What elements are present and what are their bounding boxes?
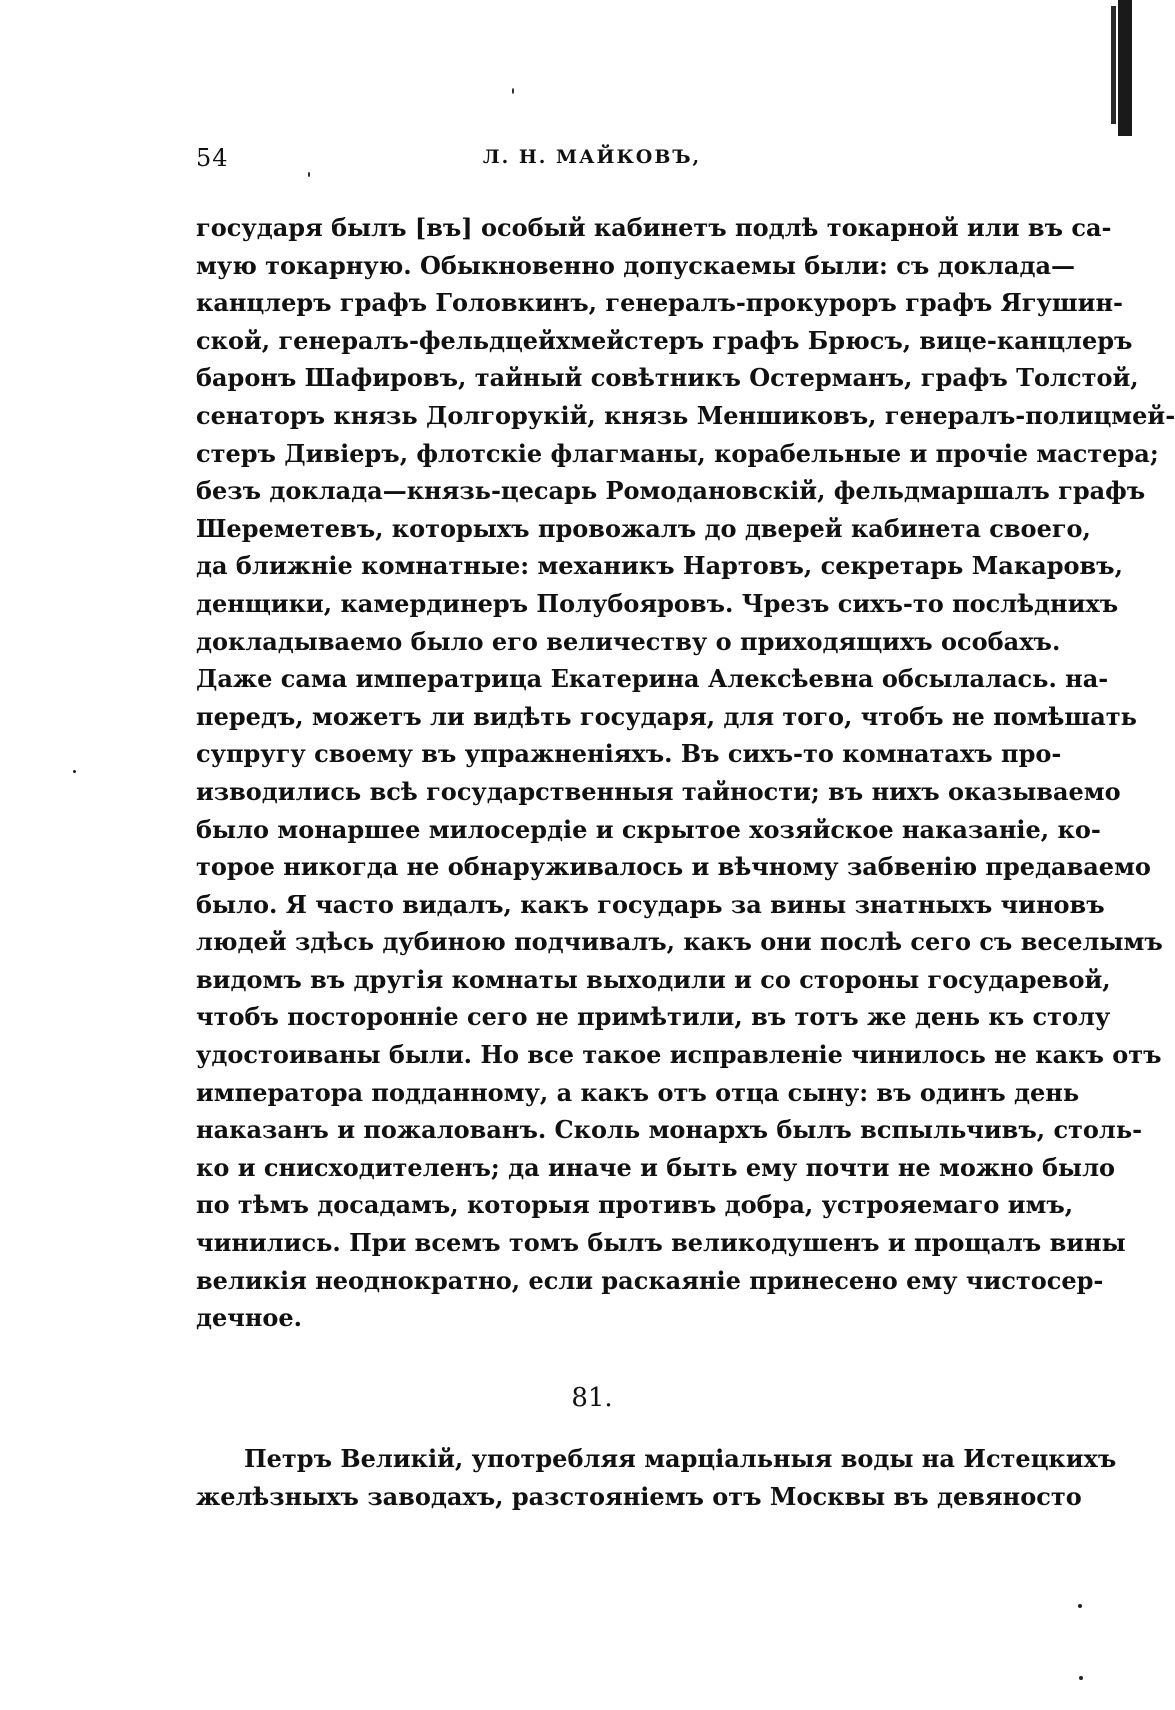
text-line: Шереметевъ, которыхъ провожалъ до дверей кабинета своего,	[196, 513, 1091, 543]
running-head: Л. Н. МАЙКОВЪ,	[482, 146, 702, 168]
scan-speck	[73, 770, 76, 773]
scan-speck	[1079, 1676, 1083, 1680]
scan-speck	[1078, 1604, 1082, 1608]
text-line: Даже сама императрица Екатерина Алексѣевна обсылалась. на-	[196, 664, 1109, 694]
text-line: да ближніе комнатные: механикъ Нартовъ, секретарь Макаровъ,	[196, 551, 1123, 581]
text-line: наказанъ и пожалованъ. Сколь монархъ былъ вспыльчивъ, столь-	[196, 1115, 1143, 1145]
paragraph-main	[196, 209, 1175, 1337]
text-line: удостоиваны были. Но все такое исправленіе чинилось не какъ отъ	[196, 1040, 1162, 1070]
page-header	[196, 144, 988, 184]
text-line: чинились. При всемъ томъ былъ великодушенъ и прощалъ вины	[196, 1228, 1126, 1258]
section-number: 81.	[571, 1383, 613, 1413]
text-line: дечное.	[196, 1303, 303, 1333]
text-line: государя былъ [въ] особый кабинетъ подлѣ токарной или въ са-	[196, 213, 1112, 242]
text-line: по тѣмъ досадамъ, которыя противъ добра, устрояемаго имъ,	[196, 1190, 1074, 1220]
text-line: супругу своему въ упражненіяхъ. Въ сихъ-то комнатахъ про-	[196, 739, 1062, 769]
scan-speck	[512, 88, 514, 94]
text-line: передъ, можетъ ли видѣть государя, для того, чтобъ не помѣшать	[196, 701, 1137, 731]
text-line: торое никогда не обнаруживалось и вѣчному забвенію предаваемо	[196, 852, 1151, 882]
text-line: сенаторъ князь Долгорукій, князь Меншиковъ, генералъ-полицмей-	[196, 400, 1175, 430]
text-line: было монаршее милосердіе и скрытое хозяйское наказаніе, ко-	[196, 814, 1101, 844]
paragraph-section-81	[196, 1440, 1117, 1515]
text-line: видомъ въ другія комнаты выходили и со стороны государевой,	[196, 964, 1111, 994]
text-line: людей здѣсь дубиною подчивалъ, какъ они послѣ сего съ веселымъ	[196, 927, 1163, 957]
page-number: 54	[196, 144, 229, 172]
text-line: чтобъ посторонніе сего не примѣтили, въ тотъ же день къ столу	[196, 1002, 1111, 1032]
scan-edge-artifact	[1118, 0, 1132, 136]
text-line: Петръ Великій, употребляя марціальныя воды на Истецкихъ	[244, 1444, 1117, 1473]
text-line: великія неоднократно, если раскаяніе принесено ему чистосер-	[196, 1265, 1104, 1295]
text-line: желѣзныхъ заводахъ, разстояніемъ отъ Москвы въ девяносто	[196, 1481, 1082, 1511]
text-line: изводились всѣ государственныя тайности; въ нихъ оказываемо	[196, 776, 1121, 806]
text-line: ко и снисходителенъ; да иначе и быть ему почти не можно было	[196, 1152, 1116, 1182]
text-line: мую токарную. Обыкновенно допускаемы были: съ доклада—	[196, 250, 1075, 280]
text-line: императора подданному, а какъ отъ отца сыну: въ одинъ день	[196, 1077, 1080, 1107]
text-line: было. Я часто видалъ, какъ государь за вины знатныхъ чиновъ	[196, 889, 1105, 919]
text-line: канцлеръ графъ Головкинъ, генералъ-прокуроръ графъ Ягушин-	[196, 288, 1123, 318]
text-line: баронъ Шафировъ, тайный совѣтникъ Остерманъ, графъ Толстой,	[196, 363, 1139, 393]
text-line: докладываемо было его величеству о приходящихъ особахъ.	[196, 626, 1061, 656]
text-line: денщики, камердинеръ Полубояровъ. Чрезъ сихъ-то послѣднихъ	[196, 588, 1119, 618]
text-line: стеръ Дивіеръ, флотскіе флагманы, корабельные и прочіе мастера;	[196, 438, 1159, 468]
text-line: ской, генералъ-фельдцейхмейстеръ графъ Брюсъ, вице-канцлеръ	[196, 325, 1133, 355]
text-line: безъ доклада—князь-цесарь Ромодановскій, фельдмаршалъ графъ	[196, 476, 1146, 506]
scan-edge-artifact-thin	[1111, 6, 1116, 124]
